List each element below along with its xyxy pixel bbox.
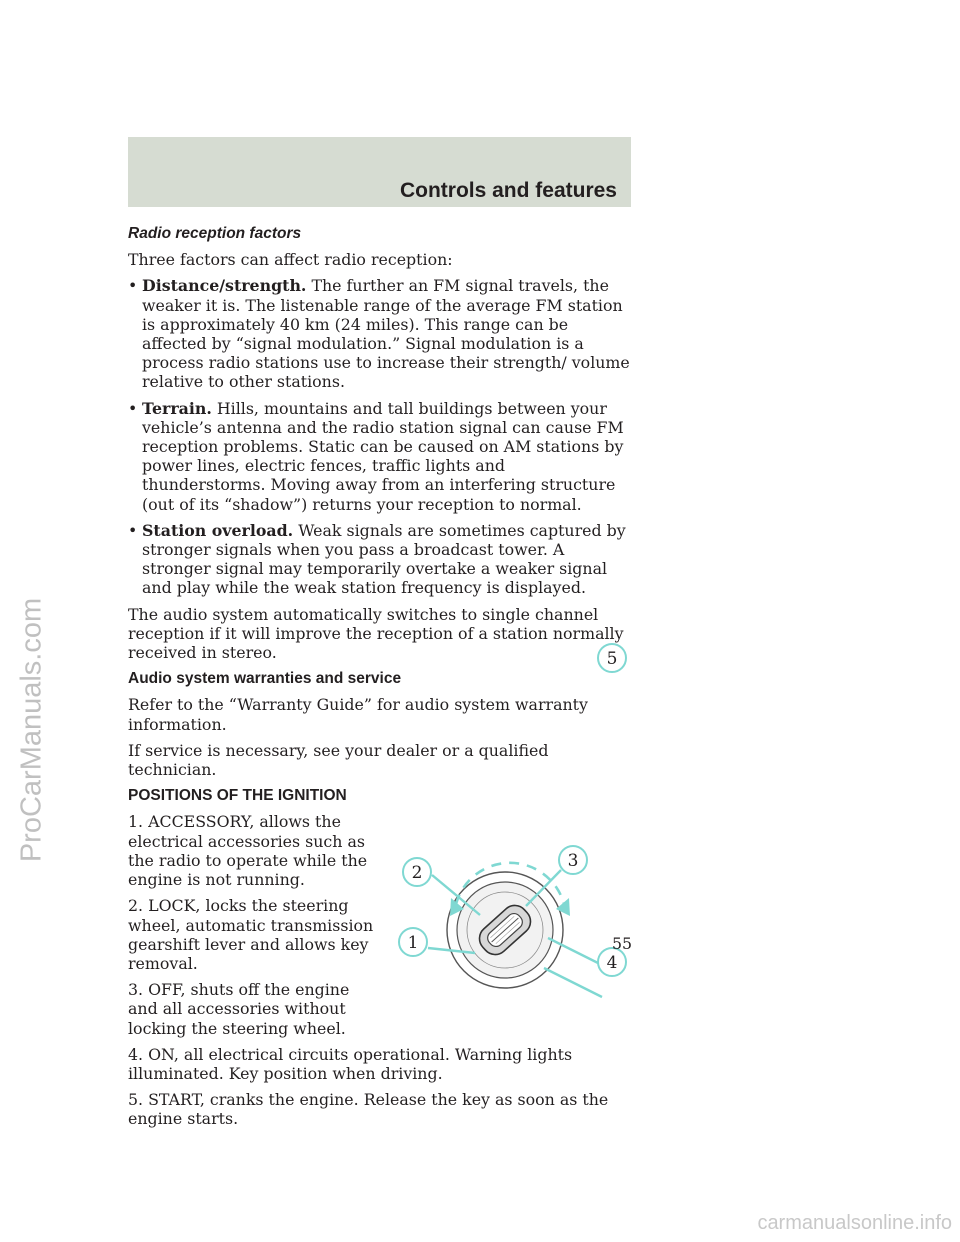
bullet-term: Terrain. — [142, 398, 212, 418]
bullet-item — [128, 521, 633, 598]
callout-label-2: 2 — [411, 863, 423, 884]
radio-heading: Radio reception factors — [128, 225, 302, 242]
ignition-diagram — [398, 812, 648, 1002]
bullet-term: Distance/strength. — [142, 276, 307, 296]
callout-5-marker — [586, 628, 646, 688]
bullet-marker: • — [128, 520, 138, 540]
page-header — [128, 137, 631, 207]
warranty-heading: Audio system warranties and service — [128, 670, 402, 688]
page-content — [128, 224, 633, 1136]
callout-label-3: 3 — [567, 851, 579, 872]
radio-intro: Three factors can affect radio reception: — [128, 250, 453, 270]
bullet-marker: • — [128, 276, 138, 296]
ignition-switch-illustration — [398, 812, 648, 1002]
bullet-item — [128, 276, 633, 391]
page-header-title: Controls and features — [399, 179, 617, 202]
ignition-position-5: 5. START, cranks the engine. Release the key as soon as the engine starts. — [128, 1090, 609, 1129]
callout-label-1: 1 — [407, 933, 419, 954]
callout-label-5: 5 — [606, 649, 618, 669]
bullet-item — [128, 399, 633, 514]
ignition-position-2: 2. LOCK, locks the steering wheel, automatic transmission gearshift lever and allows key removal. — [128, 896, 374, 973]
side-watermark — [2, 597, 62, 863]
ignition-heading: POSITIONS OF THE IGNITION — [128, 787, 347, 805]
ignition-position-3: 3. OFF, shuts off the engine and all accessories without locking the steering wheel. — [128, 980, 350, 1038]
service-paragraph: If service is necessary, see your dealer or a qualified technician. — [128, 740, 549, 780]
bullet-text: Weak signals are sometimes captured by stronger signals when you pass a broadcast tower. A stronger signal may temporarily overtake a weaker signal and play while the weak station frequency is displayed. — [142, 520, 626, 598]
ignition-position-1: 1. ACCESSORY, allows the electrical accessories such as the radio to operate while the engine is not running. — [128, 812, 368, 890]
callout-label-4: 4 — [606, 953, 618, 974]
page-number: 55 — [612, 934, 633, 953]
footer-watermark: carmanualsonline.info — [757, 1212, 952, 1234]
bullet-text: The further an FM signal travels, the weaker it is. The listenable range of the average FM station is approximately 40 km (24 miles). This range can be affected by “signal modulation.” Signal modulation is a process radio stations use to increase their strength/ volume relative to other stations. — [142, 276, 630, 392]
side-watermark-text: ProCarManuals.com — [15, 597, 48, 863]
ignition-section — [128, 812, 633, 1037]
ignition-position-4: 4. ON, all electrical circuits operational. Warning lights illuminated. Key position when driving. — [128, 1044, 573, 1083]
callout-line-5 — [544, 968, 602, 997]
bullet-text: Hills, mountains and tall buildings between your vehicle’s antenna and the radio station signal can cause FM reception problems. Static can be caused on AM stations by power lines, electric fences, traffic lights and thunderstorms. Moving away from an interfering structure (out of its “shadow”) returns your reception to normal. — [142, 398, 624, 514]
bullet-marker: • — [128, 398, 138, 418]
warranty-paragraph: Refer to the “Warranty Guide” for audio system warranty information. — [128, 695, 588, 734]
bullet-term: Station overload. — [142, 520, 294, 540]
radio-closing: The audio system automatically switches to single channel reception if it will improve the reception of a station normally received in stereo. — [128, 604, 624, 663]
